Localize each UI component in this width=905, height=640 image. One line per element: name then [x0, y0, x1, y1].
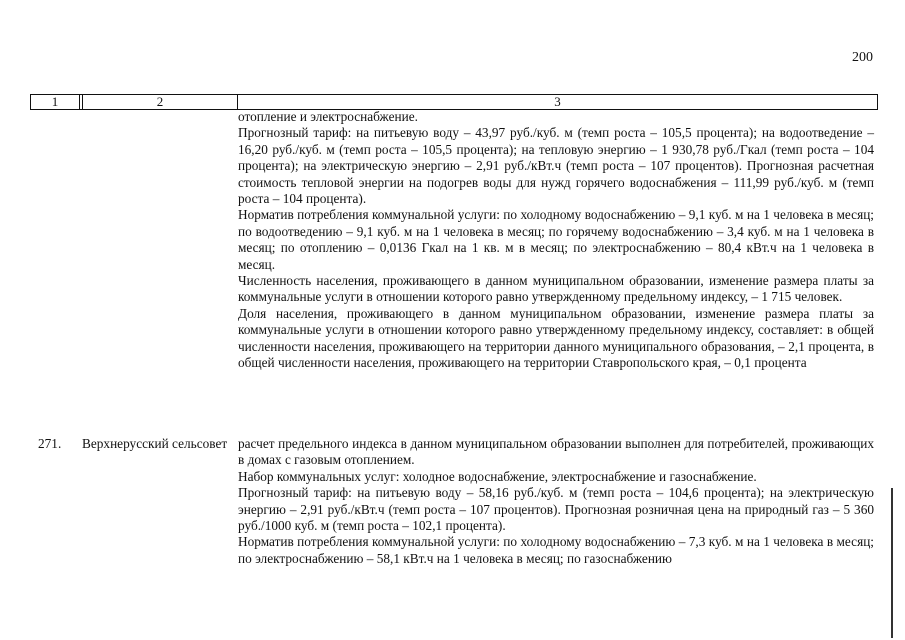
- paragraph: Набор коммунальных услуг: холодное водоснабжение, электроснабжение и газоснабжение.: [238, 468, 757, 484]
- paragraph: расчет предельного индекса в данном муниципальном образовании выполнен для потребителей, проживающих в домах с газовым отоплением.: [238, 436, 874, 468]
- entry-271-text: [238, 436, 874, 567]
- paragraph: Доля населения, проживающего в данном муниципальном образовании, изменение размера платы за коммунальные услуги в отношении которого равно утвержденному предельному индексу, составляет: в общей численности населения, проживающего на территории данного муниципального образования, – 2,1 процента, в общей численности населения, проживающего на территории Ставропольского края, – 0,1 процента: [238, 305, 874, 371]
- table-header-row: [30, 94, 878, 110]
- continued-entry-text: [238, 109, 874, 372]
- paragraph: отопление и электроснабжение.: [238, 109, 418, 124]
- paragraph: Норматив потребления коммунальной услуги: по холодному водоснабжению – 9,1 куб. м на 1 человека в месяц; по водоотведению – 9,1 куб. м на 1 человека в месяц; по горячему водоснабжению – 3,4 куб. м на 1 человека в месяц; по отоплению – 0,0136 Гкал на 1 кв. м в месяц; по электроснабжению – 80,4 кВт.ч на 1 человека в месяц.: [238, 207, 874, 272]
- entry-municipality-name: Верхнерусский сельсовет: [82, 436, 228, 451]
- paragraph: Прогнозный тариф: на питьевую воду – 43,97 руб./куб. м (темп роста – 105,5 процента); на водоотведение – 16,20 руб./куб. м (темп роста – 105,5 процента); на тепловую энергию – 1 930,78 руб./Гкал (темп роста – 104 процента); на электрическую энергию – 2,91 руб./кВт.ч (темп роста – 107 процентов). Прогнозная расчетная стоимость тепловой энергии на подогрев воды для нужд горячего водоснабжения – 111,99 руб./куб. м (темп роста – 104 процента).: [238, 125, 874, 207]
- page-number: 200: [852, 50, 873, 65]
- table-header-col-3: 3: [554, 94, 561, 109]
- paragraph: Прогнозный тариф: на питьевую воду – 58,16 руб./куб. м (темп роста – 104,6 процента); на электрическую энергию – 2,91 руб./кВт.ч (темп роста – 107 процентов). Прогнозная розничная цена на природный газ – 5 360 руб./1000 куб. м (темп роста – 102,1 процента).: [238, 485, 874, 534]
- paragraph: Численность населения, проживающего в данном муниципальном образовании, изменение размера платы за коммунальные услуги в отношении которого равно утвержденному предельному индексу, – 1 715 человек.: [238, 273, 874, 305]
- entry-number: 271.: [38, 436, 62, 451]
- paragraph: Норматив потребления коммунальной услуги: по холодному водоснабжению – 7,3 куб. м на 1 человека в месяц; по электроснабжению – 58,1 кВт.ч на 1 человека в месяц; по газоснабжению: [238, 534, 874, 566]
- table-header-col-1: 1: [31, 95, 80, 109]
- table-header-col-2: 2: [83, 95, 238, 109]
- scan-edge-line: [891, 488, 893, 638]
